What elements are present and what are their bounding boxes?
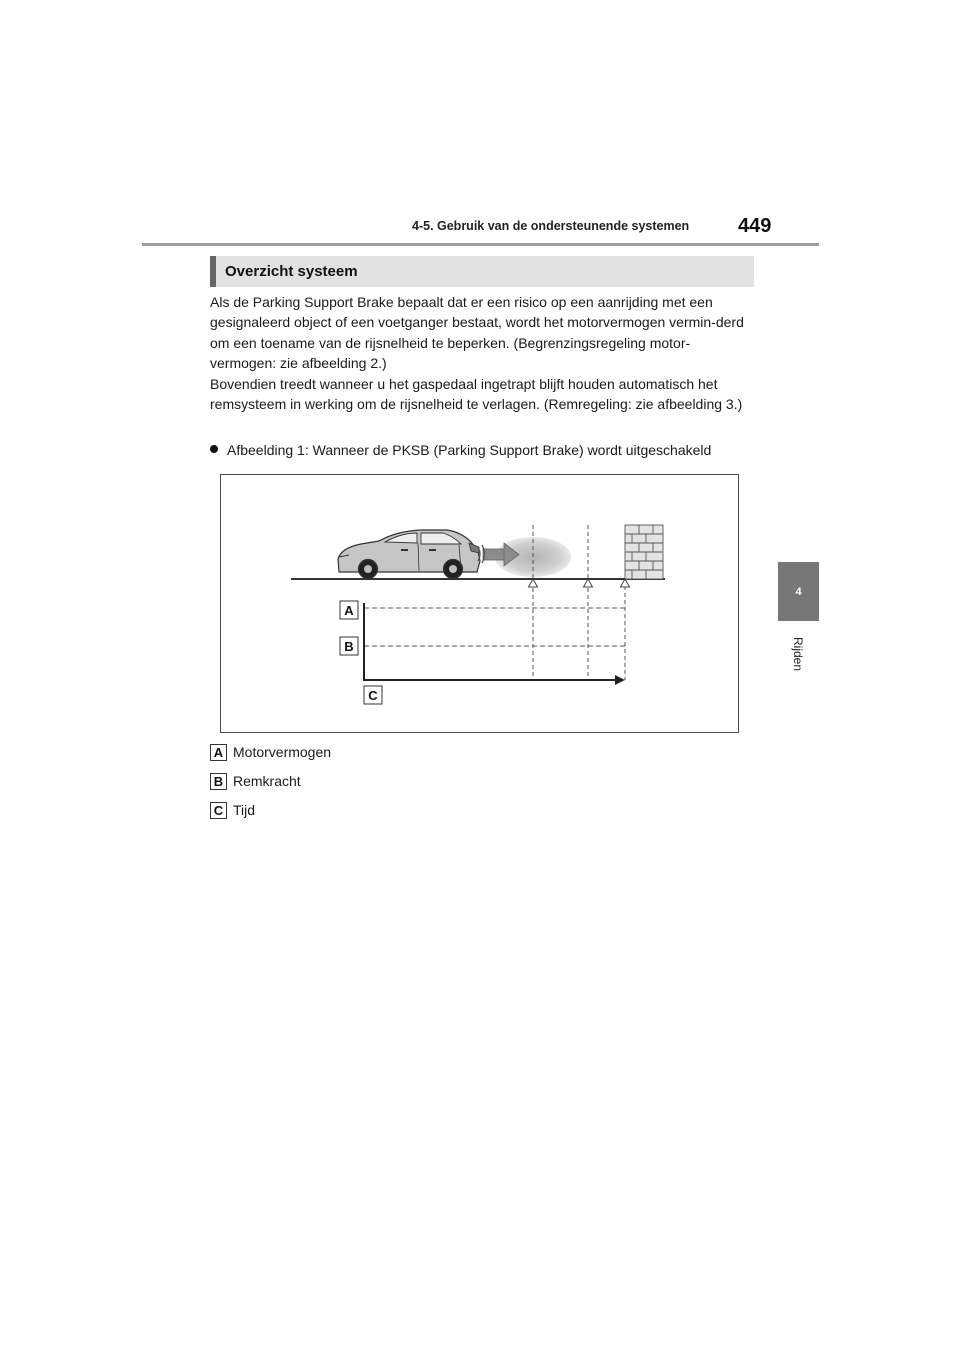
label-b-text: B xyxy=(344,639,354,654)
page-number: 449 xyxy=(738,215,772,237)
marker-triangles xyxy=(529,579,630,587)
legend-key-a: A xyxy=(210,744,227,761)
label-c-text: C xyxy=(368,688,378,703)
time-axis-arrow xyxy=(363,675,625,685)
bullet-item xyxy=(210,440,770,460)
label-a-text: A xyxy=(344,603,354,618)
section-title: Overzicht systeem xyxy=(225,263,358,280)
legend-item-a xyxy=(210,742,331,762)
car-icon xyxy=(338,530,480,579)
figure-diagram xyxy=(221,475,740,734)
label-c xyxy=(364,686,382,704)
chapter-label-text: Rijden xyxy=(791,636,805,672)
legend-item-c xyxy=(210,800,255,820)
header-rule xyxy=(142,243,819,246)
legend-item-b xyxy=(210,771,301,791)
level-lines xyxy=(364,608,625,646)
legend-key-c: C xyxy=(210,802,227,819)
label-b xyxy=(340,637,358,655)
paragraph-2: Bovendien treedt wanneer u het gaspedaal ingetrapt blijft houden automatisch het remsysteem in werking om de rijsnelheid te verlagen. (Remregeling: zie afbeelding 3.) xyxy=(210,375,743,413)
running-header-section: 4-5. Gebruik van de ondersteunende systemen xyxy=(412,219,690,233)
legend-text-a: Motorvermogen xyxy=(233,744,332,760)
bullet-text: Afbeelding 1: Wanneer de PKSB (Parking Support Brake) wordt uitgeschakeld xyxy=(227,442,712,458)
body-text xyxy=(210,292,750,414)
chapter-label xyxy=(768,631,828,677)
legend-text-b: Remkracht xyxy=(233,773,301,789)
figure-1 xyxy=(220,474,739,733)
legend-text-c: Tijd xyxy=(233,802,256,818)
chapter-tab xyxy=(778,562,819,621)
section-heading xyxy=(210,256,754,287)
legend-key-b: B xyxy=(210,773,227,790)
bullet-dot-icon xyxy=(210,445,218,453)
paragraph-1: Als de Parking Support Brake bepaalt dat er een risico op een aanrijding met een gesignaleerd object of een voetganger bestaat, wordt het motorvermogen vermin-derd om een toename van de rijsnelheid te beperken. (Begrenzingsregeling motor-vermogen: zie afbeelding 2.) xyxy=(210,294,744,372)
chapter-number: 4 xyxy=(795,585,802,598)
label-a xyxy=(340,601,358,619)
brick-wall-icon xyxy=(625,525,663,579)
